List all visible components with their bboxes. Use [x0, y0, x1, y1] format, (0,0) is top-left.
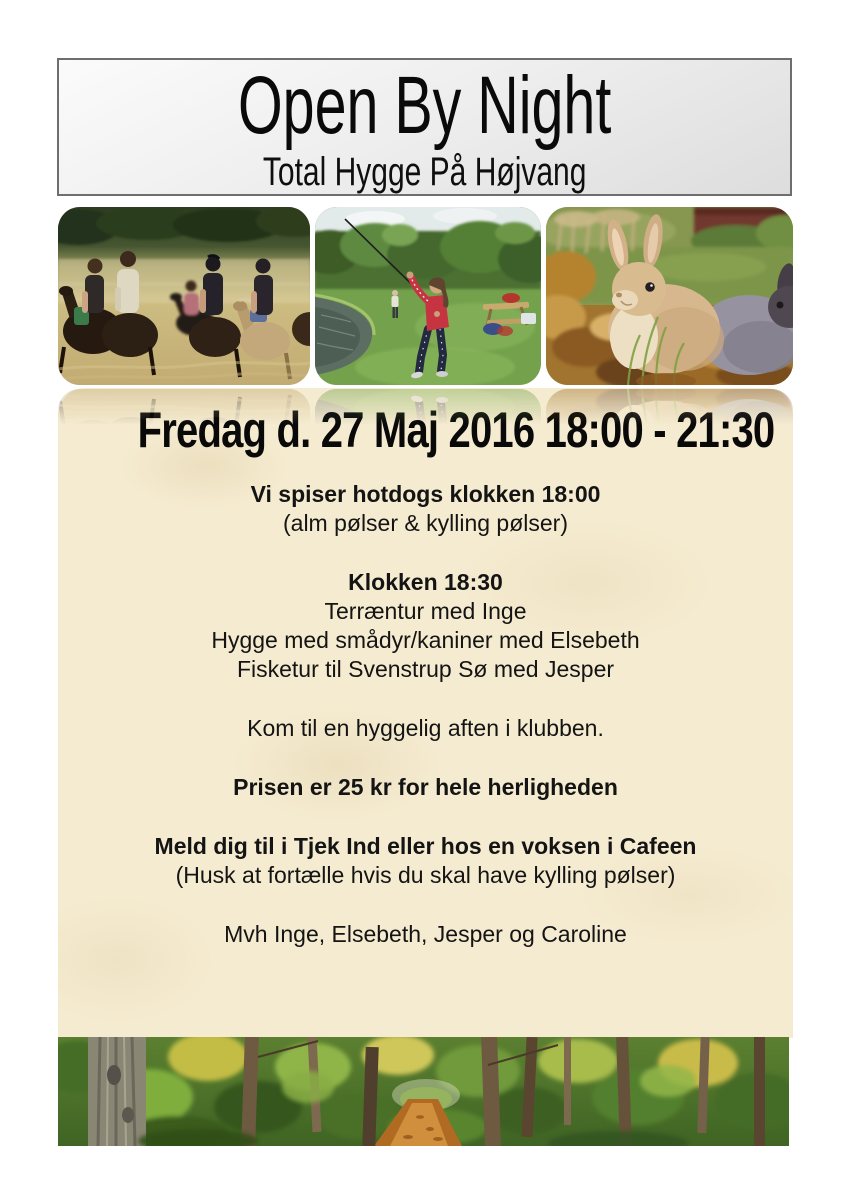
poster-title: Open By Night: [237, 60, 612, 151]
event-text-spacer: [58, 743, 793, 773]
event-text-line: Terræntur med Inge: [324, 598, 527, 624]
fishing-illustration: [315, 207, 541, 385]
event-text-line: (alm pølser & kylling pølser): [283, 510, 568, 536]
event-text-line: Kom til en hyggelig aften i klubben.: [247, 715, 604, 741]
event-text-line: Meld dig til i Tjek Ind eller hos en voksen i Cafeen: [154, 833, 697, 859]
event-text-line: Vi spiser hotdogs klokken 18:00: [250, 481, 601, 507]
horseback-riders-illustration: [58, 207, 310, 385]
event-text-line: Fisketur til Svenstrup Sø med Jesper: [236, 656, 615, 682]
event-text-line: (Husk at fortælle hvis du skal have kylling pølser): [175, 862, 676, 888]
rabbit-photo: [546, 207, 793, 385]
horseback-riders-photo: [58, 207, 310, 385]
event-text-line: Hygge med smådyr/kaniner med Elsebeth: [211, 627, 640, 653]
poster-subtitle: Total Hygge På Højvang: [262, 150, 587, 194]
event-date-heading: Fredag d. 27 Maj 2016 18:00 - 21:30: [137, 402, 775, 458]
forest-path-illustration: [58, 1037, 789, 1146]
photo-strip: [58, 207, 793, 385]
header-box: [57, 58, 792, 196]
event-text-lines: [58, 480, 793, 949]
event-text-line: Klokken 18:30: [348, 569, 503, 595]
event-text-line: Mvh Inge, Elsebeth, Jesper og Caroline: [224, 921, 627, 947]
rabbit-illustration: [546, 207, 793, 385]
event-text-spacer: [58, 684, 793, 714]
event-text-spacer: [58, 890, 793, 920]
event-text-spacer: [58, 538, 793, 568]
forest-path-photo: [58, 1037, 789, 1146]
fishing-photo: [315, 207, 541, 385]
parchment-panel: [58, 388, 793, 1038]
event-text-spacer: [58, 802, 793, 832]
event-text-line: Prisen er 25 kr for hele herligheden: [233, 774, 618, 800]
